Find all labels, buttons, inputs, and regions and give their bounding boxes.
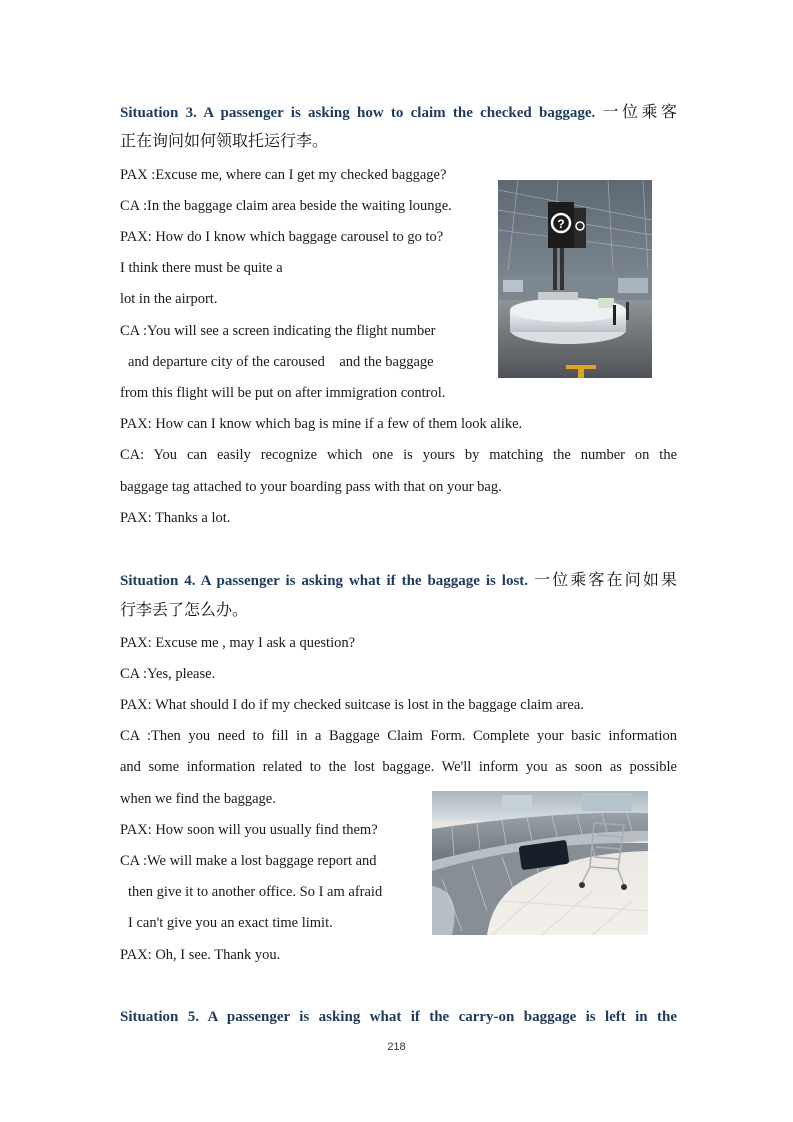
baggage-carousel-photo: [432, 791, 648, 935]
dialogue-line: CA :Yes, please.: [120, 666, 216, 682]
dialogue-line: when we find the baggage.: [120, 791, 276, 807]
dialogue-line: PAX: What should I do if my checked suitcase is lost in the baggage claim area.: [120, 697, 584, 713]
situation-5-heading-en: Situation 5. A passenger is asking what if the carry-on baggage is left in the: [120, 1009, 677, 1025]
dialogue-line: baggage tag attached to your boarding pass with that on your bag.: [120, 479, 502, 495]
svg-text:?: ?: [557, 217, 565, 231]
dialogue-line: CA :You will see a screen indicating the flight number: [120, 323, 436, 339]
dialogue-line: CA :In the baggage claim area beside the waiting lounge.: [120, 198, 452, 214]
dialogue-line: PAX: Excuse me , may I ask a question?: [120, 635, 356, 651]
dialogue-line: then give it to another office. So I am afraid: [128, 884, 383, 900]
dialogue-line: I think there must be quite a: [120, 260, 283, 276]
situation-4-heading-cn-cont: 行李丢了怎么办。: [120, 600, 249, 619]
situation-5-heading: [120, 1007, 677, 1027]
situation-4-heading-en: Situation 4. A passenger is asking what if the baggage is lost.: [120, 573, 529, 589]
situation-3-heading-cn: 一位乘客: [602, 102, 677, 121]
situation-3-heading: [120, 102, 677, 123]
situation-3-heading-en: Situation 3. A passenger is asking how to claim the checked baggage.: [120, 105, 596, 121]
dialogue-line: PAX: How can I know which bag is mine if a few of them look alike.: [120, 416, 523, 432]
dialogue-line: CA: You can easily recognize which one is yours by matching the number on the: [120, 447, 677, 463]
dialogue-line: PAX: How soon will you usually find them?: [120, 822, 378, 838]
dialogue-line: and some information related to the lost baggage. We'll inform you as soon as possible: [120, 759, 677, 775]
situation-4-heading-cn: 一位乘客在问如果: [533, 570, 677, 589]
dialogue-line: I can't give you an exact time limit.: [128, 915, 333, 931]
dialogue-line: from this flight will be put on after immigration control.: [120, 385, 446, 401]
dialogue-line: and departure city of the caroused and the baggage: [128, 354, 434, 370]
situation-4-heading: [120, 570, 677, 591]
dialogue-line: PAX: Oh, I see. Thank you.: [120, 947, 281, 963]
airport-info-desk-photo: [498, 180, 652, 378]
dialogue-line: lot in the airport.: [120, 291, 218, 307]
page-number: 218: [387, 1041, 406, 1053]
dialogue-line: PAX :Excuse me, where can I get my checked baggage?: [120, 167, 447, 183]
dialogue-line: CA :Then you need to fill in a Baggage Claim Form. Complete your basic information: [120, 728, 677, 744]
situation-3-heading-cn-cont: 正在询问如何领取托运行李。: [120, 131, 329, 150]
dialogue-line: PAX: Thanks a lot.: [120, 510, 231, 526]
dialogue-line: CA :We will make a lost baggage report and: [120, 853, 377, 869]
dialogue-line: PAX: How do I know which baggage carousel to go to?: [120, 229, 444, 245]
